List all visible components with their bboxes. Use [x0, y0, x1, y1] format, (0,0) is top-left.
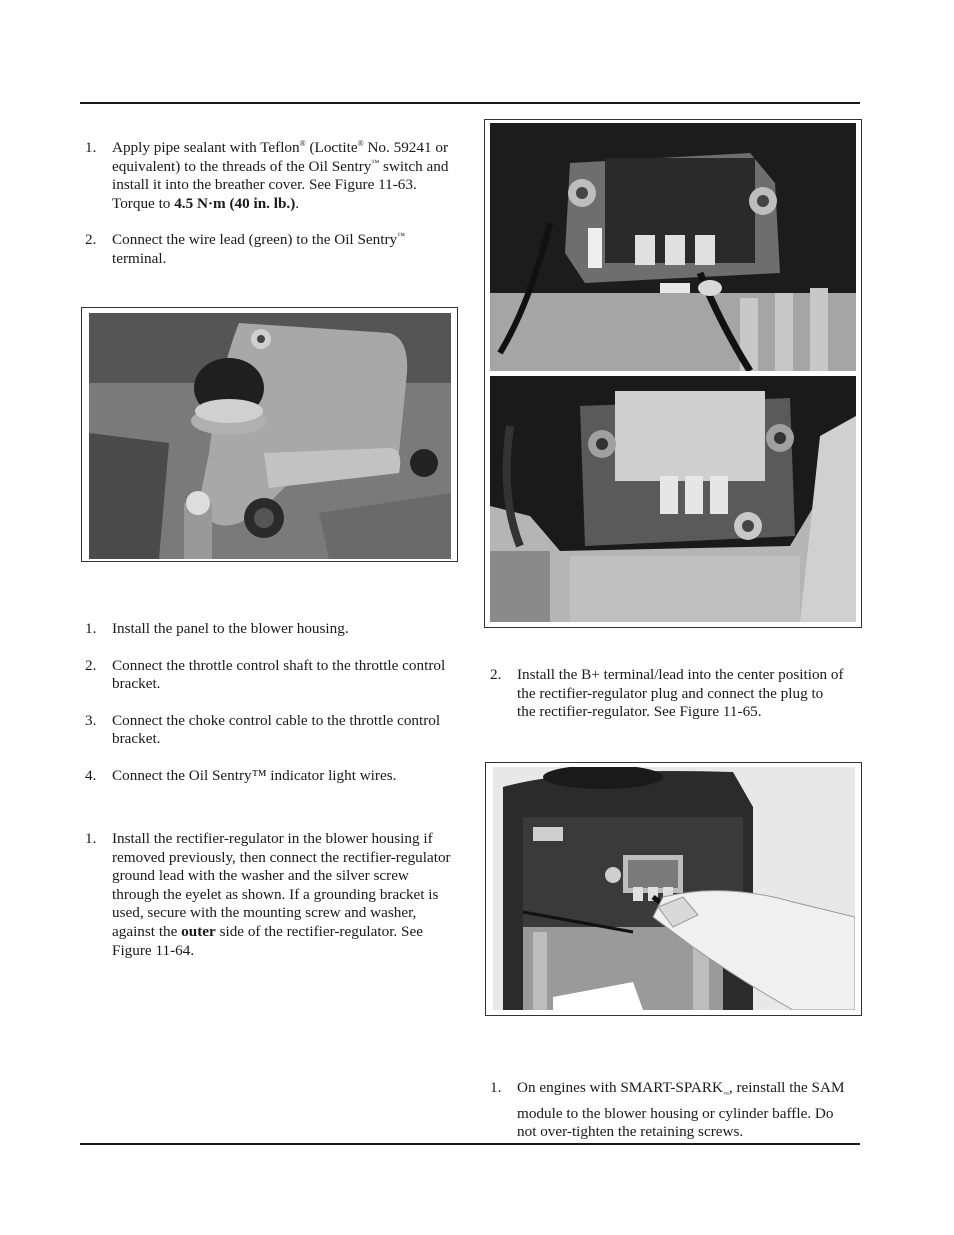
oil-sentry-switch-figure [81, 307, 458, 562]
bottom-rule [80, 1143, 860, 1145]
step-number: 1. [490, 1079, 502, 1096]
oil-sentry-step-2: 2. Connect the wire lead (green) to the Oil Sentry™ terminal. [85, 231, 405, 267]
panel-step-1: 1. Install the panel to the blower housing. [85, 620, 349, 637]
step-number: 4. [85, 766, 97, 784]
panel-step-4: 4. Connect the Oil Sentry™ indicator light wires. [85, 766, 397, 784]
panel-step-3: 3. Connect the choke control cable to the throttle control bracket. [85, 711, 441, 748]
rectifier-regulator-bracket-photo [490, 376, 856, 622]
step-number: 3. [85, 711, 97, 729]
sam-module-instructions [490, 1079, 855, 1142]
step-number: 1. [85, 620, 97, 637]
top-rule [80, 102, 860, 104]
oil-sentry-instructions [85, 139, 450, 269]
step-number: 2. [85, 656, 97, 674]
step-number: 2. [490, 666, 502, 683]
rectifier-plug-photo [493, 767, 855, 1010]
panel-installation-instructions [85, 620, 450, 786]
rectifier-regulator-ground-lead-photo [490, 123, 856, 371]
rectifier-plug-figure [485, 762, 862, 1016]
emphasis-outer: outer [181, 922, 216, 940]
b-plus-step-2: 2. Install the B+ terminal/lead into the center position of the rectifier-regulator plug and connect the plug to the rectifier-regulator. See Figure 11-65. [490, 666, 844, 721]
trademark-mark: ™ [723, 1092, 729, 1099]
rectifier-regulator-figure [484, 119, 862, 628]
oil-sentry-switch-photo [89, 313, 451, 559]
rectifier-installation-instructions [85, 830, 457, 960]
step-number: 1. [85, 139, 97, 156]
rectifier-step-1: 1. Install the rectifier-regulator in the blower housing if removed previously, then connect the rectifier-regulator ground lead with the washer and the silver screw through the eyelet as shown. If a grounding bracket is used, secure with the mounting screw and washer, against the outer side of the rectifier-regulator. See Figure 11-64. [85, 830, 451, 959]
oil-sentry-step-1: 1. Apply pipe sealant with Teflon® (Loctite® No. 59241 or equivalent) to the threads of the Oil Sentry™ switch and install it into the breather cover. See Figure 11-63. Torque to 4.5 N·m (40 in. lb.). [85, 138, 449, 212]
torque-value: 4.5 N·m (40 in. lb.) [174, 194, 296, 212]
step-number: 2. [85, 231, 97, 249]
panel-step-2: 2. Connect the throttle control shaft to the throttle control bracket. [85, 656, 446, 693]
step-number: 1. [85, 830, 97, 847]
sam-step-1: 1. On engines with SMART-$SPARK_™$, reinstall the SAM module to the blower housing or cylinder baffle. Do not over-tighten the retaining screws. [490, 1079, 845, 1141]
b-plus-terminal-instructions [490, 666, 845, 722]
